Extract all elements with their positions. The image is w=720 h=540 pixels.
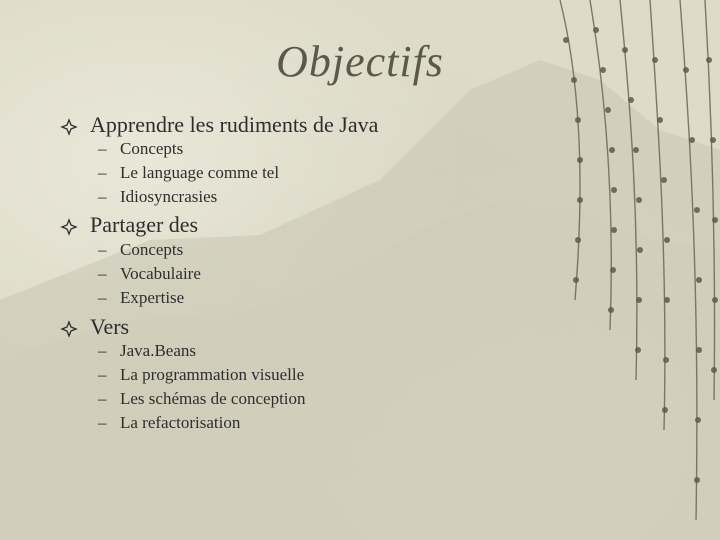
sub-item [98,139,183,161]
sub-item [98,341,196,363]
bullet-label: Apprendre les rudiments de Java [90,112,379,137]
sub-item [98,264,201,286]
sub-item [98,389,306,411]
sub-item [98,240,183,262]
sub-item [98,365,304,387]
sub-item-label: Les schémas de conception [120,389,306,408]
bullet-label: Vers [90,314,130,339]
slide-title: Objectifs [276,37,444,86]
sub-item [98,413,240,435]
dash-marker: – [98,264,107,283]
dash-marker: – [98,240,107,259]
sub-item [98,187,217,209]
sub-item [98,288,184,310]
dash-marker: – [98,139,107,158]
sub-item-label: La programmation visuelle [120,365,305,384]
dash-marker: – [98,389,107,408]
sub-item-label: Concepts [120,240,184,259]
dash-marker: – [98,341,107,360]
dash-marker: – [98,365,107,384]
sub-item-label: Idiosyncrasies [120,187,218,206]
dash-marker: – [98,413,107,432]
sub-item-label: Vocabulaire [120,264,201,283]
sub-item-label: La refactorisation [120,413,241,432]
bullet-label: Partager des [90,212,199,237]
sub-item [98,163,279,185]
diamond-bullet-icon [60,218,78,236]
dash-marker: – [98,187,107,206]
sub-item-label: Le language comme tel [120,163,280,182]
diamond-bullet-icon [60,320,78,338]
dash-marker: – [98,163,107,182]
sub-item-label: Java.Beans [120,341,197,360]
sub-item-label: Expertise [120,288,185,307]
diamond-bullet-icon [60,118,78,136]
dash-marker: – [98,288,107,307]
sub-item-label: Concepts [120,139,184,158]
